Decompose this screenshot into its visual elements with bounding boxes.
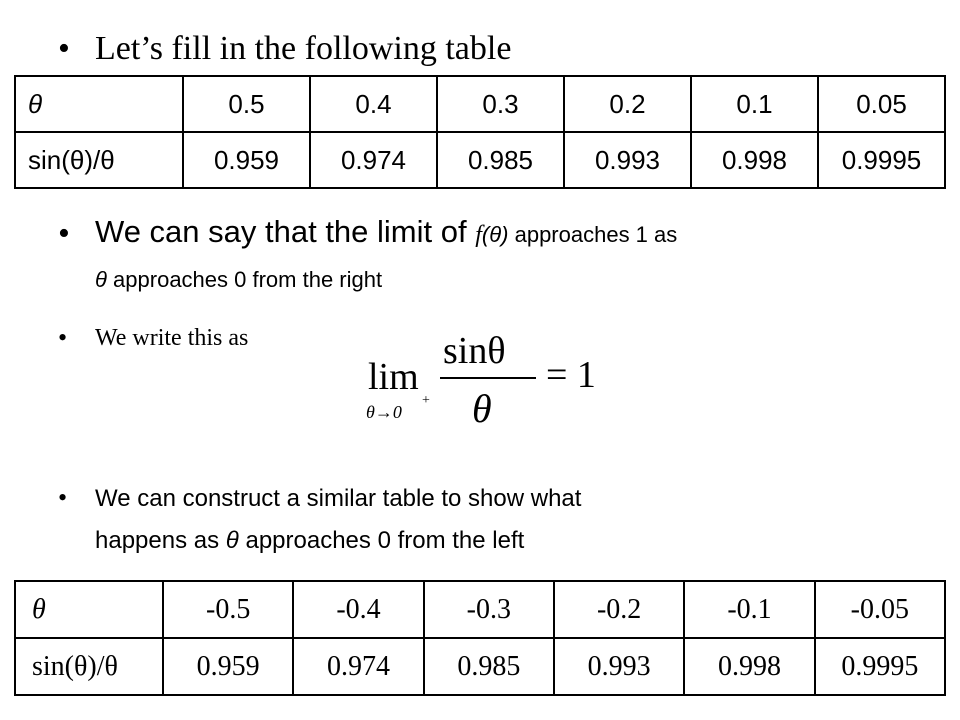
function-f: f xyxy=(475,222,482,248)
bullet-dot: • xyxy=(58,483,68,512)
table-cell: -0.5 xyxy=(163,581,293,638)
table-cell: 0.959 xyxy=(163,638,293,695)
bullet-2-segment: approaches 0 from the right xyxy=(106,267,383,292)
bullet-2-line2 xyxy=(95,267,382,293)
theta-symbol: θ xyxy=(225,527,239,554)
table-cell: 0.985 xyxy=(437,132,564,188)
bullet-dot: • xyxy=(58,215,70,252)
table-theta-positive xyxy=(14,75,946,189)
table-cell: 0.959 xyxy=(183,132,310,188)
table-cell: 0.05 xyxy=(818,76,945,132)
bullet-3-text: We write this as xyxy=(95,325,249,351)
table-row xyxy=(15,638,945,695)
table-cell: -0.3 xyxy=(424,581,554,638)
table-cell: 0.1 xyxy=(691,76,818,132)
table-cell: sin(θ)/θ xyxy=(15,638,163,695)
table-cell: 0.974 xyxy=(310,132,437,188)
table-cell: 0.3 xyxy=(437,76,564,132)
lim-superscript: + xyxy=(422,393,430,408)
table-cell: 0.993 xyxy=(564,132,691,188)
fraction-bar xyxy=(440,377,536,379)
table-theta-negative xyxy=(14,580,946,696)
limit-formula xyxy=(360,325,620,435)
lim-subscript: θ→0 xyxy=(366,402,402,422)
table-row xyxy=(15,132,945,188)
bullet-4-line2 xyxy=(95,527,524,555)
table-cell: θ xyxy=(15,76,183,132)
table-cell: 0.985 xyxy=(424,638,554,695)
function-arg: (θ) xyxy=(481,222,509,247)
table-cell: 0.998 xyxy=(691,132,818,188)
table-cell: -0.2 xyxy=(554,581,684,638)
table-cell: 0.9995 xyxy=(815,638,945,695)
table-cell: 0.5 xyxy=(183,76,310,132)
bullet-1-text: Let’s fill in the following table xyxy=(95,30,512,67)
table-cell: 0.998 xyxy=(684,638,814,695)
table-cell: θ xyxy=(15,581,163,638)
bullet-dot: • xyxy=(58,323,68,352)
theta-symbol: θ xyxy=(95,267,107,292)
table-cell: -0.05 xyxy=(815,581,945,638)
table-cell: 0.2 xyxy=(564,76,691,132)
lim-label: lim xyxy=(368,356,419,398)
bullet-4-segment: approaches 0 from the left xyxy=(238,527,525,554)
table-cell: 0.4 xyxy=(310,76,437,132)
table-cell: -0.1 xyxy=(684,581,814,638)
bullet-4-segment: happens as xyxy=(95,527,226,554)
fraction-numerator: sinθ xyxy=(443,330,506,372)
table-cell: 0.9995 xyxy=(818,132,945,188)
bullet-2-text xyxy=(95,214,677,250)
bullet-dot: • xyxy=(58,30,70,67)
table-row xyxy=(15,76,945,132)
table-cell: sin(θ)/θ xyxy=(15,132,183,188)
table-cell: 0.993 xyxy=(554,638,684,695)
bullet-2-segment: approaches 1 as xyxy=(508,222,678,247)
table-cell: 0.974 xyxy=(293,638,423,695)
table-row xyxy=(15,581,945,638)
formula-rhs: = 1 xyxy=(546,354,596,396)
fraction-denominator: θ xyxy=(472,386,492,431)
bullet-4-line1: We can construct a similar table to show what xyxy=(95,485,582,512)
bullet-2-segment: We can say that the limit of xyxy=(95,214,476,249)
table-cell: -0.4 xyxy=(293,581,423,638)
